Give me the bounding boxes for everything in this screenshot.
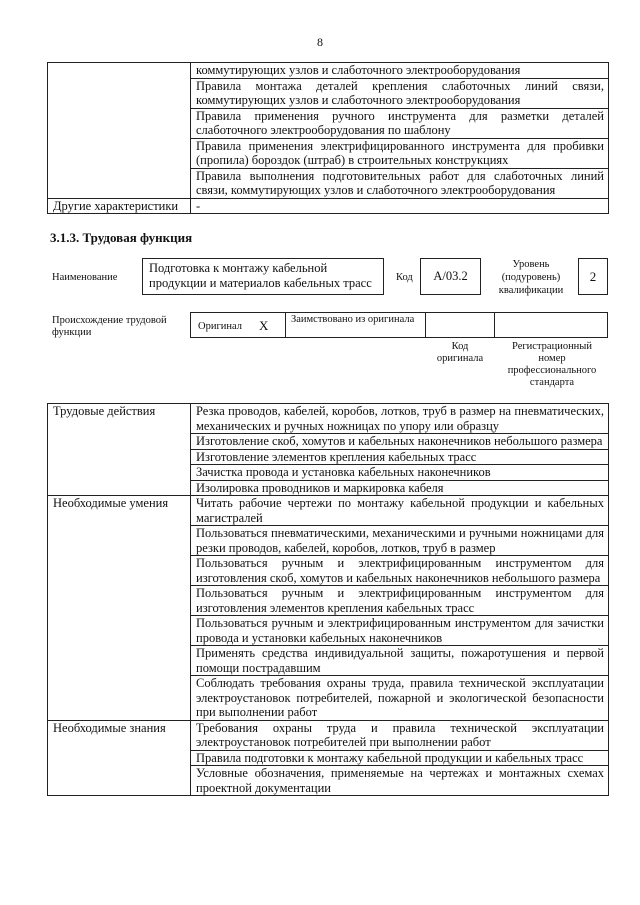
table-cell-item: Соблюдать требования охраны труда, правила технической эксплуатации электроустановок потребителей, пожарной и экологической безопасности при выполнении работ <box>191 676 609 721</box>
original-cell <box>190 312 286 338</box>
labor-function-table <box>47 403 609 796</box>
table-cell-item: Зачистка провода и установка кабельных наконечников <box>191 465 609 481</box>
table-cell-item: Требования охраны труда и правила технической эксплуатации электроустановок потребителей при выполнении работ <box>191 720 609 750</box>
table-row <box>48 63 609 79</box>
top-characteristics-table <box>47 62 609 214</box>
group-title-required-skills: Необходимые умения <box>48 496 191 721</box>
table-cell-left <box>48 63 191 199</box>
borrowed-label: Заимствовано из оригинала <box>291 314 415 325</box>
registration-number-cell <box>494 312 608 338</box>
table-cell-item: Пользоваться ручным и электрифицированным инструментом для изготовления скоб, хомутов и кабельных наконечников небольшого размера <box>191 556 609 586</box>
table-cell-item: Изготовление скоб, хомутов и кабельных наконечников небольшого размера <box>191 434 609 450</box>
table-cell-right: Правила монтажа деталей крепления слаботочных линий связи, коммутирующих узлов и слаботочного электрооборудования <box>191 78 609 108</box>
table-cell-right: Правила применения электрифицированного инструмента для пробивки (пропила) бороздок (штраб) в строительных конструкциях <box>191 138 609 168</box>
level-value: 2 <box>578 258 608 295</box>
table-cell-item: Изготовление элементов крепления кабельных трасс <box>191 449 609 465</box>
table-cell-item: Читать рабочие чертежи по монтажу кабельной продукции и кабельных магистралей <box>191 496 609 526</box>
original-mark: X <box>259 318 269 333</box>
registration-number-caption: Регистрационный номер профессионального стандарта <box>507 341 597 388</box>
function-code-value: А/03.2 <box>420 258 481 295</box>
function-name-value: Подготовка к монтажу кабельной продукции и материалов кабельных трасс <box>142 258 384 295</box>
table-cell-item: Пользоваться пневматическими, механическими и ручными ножницами для резки проводов, кабелей, коробов, лотков, труб в размер <box>191 526 609 556</box>
table-row <box>48 720 609 750</box>
table-cell-left: Другие характеристики <box>48 198 191 214</box>
table-cell-item: Условные обозначения, применяемые на чертежах и монтажных схемах проектной документации <box>191 766 609 796</box>
table-cell-item: Пользоваться ручным и электрифицированным инструментом для изготовления элементов крепления кабельных трасс <box>191 586 609 616</box>
table-row <box>48 496 609 526</box>
table-cell-item: Применять средства индивидуальной защиты, пожаротушения и первой помощи пострадавшим <box>191 646 609 676</box>
original-code-cell <box>425 312 495 338</box>
name-label: Наименование <box>52 272 118 283</box>
code-label: Код <box>396 272 413 283</box>
table-row <box>48 198 609 214</box>
group-title-labor-actions: Трудовые действия <box>48 404 191 496</box>
borrowed-cell <box>285 312 426 338</box>
table-cell-right: коммутирующих узлов и слаботочного электрооборудования <box>191 63 609 79</box>
group-title-required-knowledge: Необходимые знания <box>48 720 191 796</box>
table-cell-item: Пользоваться ручным и электрифицированным инструментом для зачистки провода и установки кабельных наконечников <box>191 616 609 646</box>
table-cell-right: Правила применения ручного инструмента для разметки деталей слаботочного электрооборудования по шаблону <box>191 108 609 138</box>
table-cell-right: - <box>191 198 609 214</box>
table-cell-item: Резка проводов, кабелей, коробов, лотков, труб в размер на пневматических, механических и ручных ножницах по упору или образцу <box>191 404 609 434</box>
original-label: Оригинал <box>198 321 242 332</box>
page-number: 8 <box>317 35 323 49</box>
table-cell-item: Изолировка проводников и маркировка кабеля <box>191 480 609 496</box>
section-title: 3.1.3. Трудовая функция <box>50 230 193 245</box>
table-row <box>48 404 609 434</box>
origin-label: Происхождение трудовой функции <box>52 315 167 338</box>
table-cell-item: Правила подготовки к монтажу кабельной продукции и кабельных трасс <box>191 750 609 766</box>
level-label: Уровень (подуровень) квалификации <box>498 259 564 296</box>
table-cell-right: Правила выполнения подготовительных работ для слаботочных линий связи, коммутирующих узлов и слаботочного электрооборудования <box>191 168 609 198</box>
original-code-caption: Код оригинала <box>436 341 484 364</box>
